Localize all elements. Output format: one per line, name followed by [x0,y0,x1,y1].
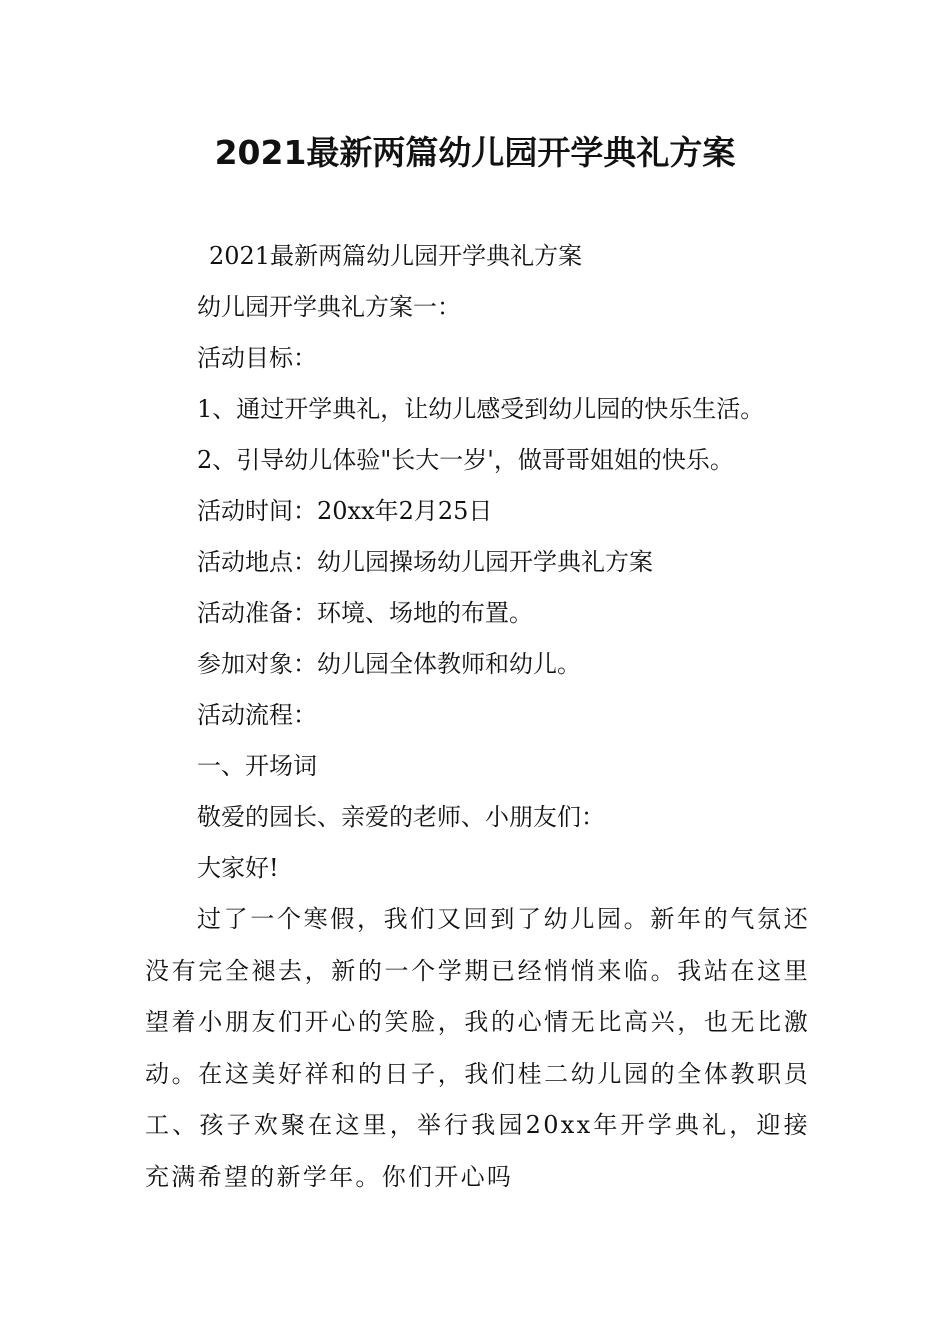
goals-heading: 活动目标： [197,344,317,372]
document-title: 2021最新两篇幼儿园开学典礼方案 [214,133,736,172]
goal-item-1: 1、通过开学典礼，让幼儿感受到幼儿园的快乐生活。 [197,395,765,423]
activity-time: 活动时间：20xx年2月25日 [197,497,493,525]
process-heading: 活动流程： [197,701,317,729]
speech-paragraph: 过了一个寒假，我们又回到了幼儿园。新年的气氛还没有完全褪去，新的一个学期已经悄悄来临。我站在这里望着小朋友们开心的笑脸，我的心情无比高兴，也无比激动。在这美好祥和的日子，我们桂二幼儿园的全体教职员工、孩子欢聚在这里，举行我园20xx年开学典礼，迎接充满希望的新学年。你们开心吗 [145,905,810,1191]
document-body [145,231,810,1203]
subtitle-paragraph: 2021最新两篇幼儿园开学典礼方案 [209,242,583,270]
goal-item-2: 2、引导幼儿体验"长大一岁'，做哥哥姐姐的快乐。 [197,446,734,474]
greeting-line: 敬爱的园长、亲爱的老师、小朋友们： [197,803,605,831]
plan-heading: 幼儿园开学典礼方案一： [197,293,461,321]
hello-line: 大家好! [197,854,279,882]
activity-preparation: 活动准备：环境、场地的布置。 [197,599,533,627]
section-opening: 一、开场词 [197,752,317,780]
participants: 参加对象：幼儿园全体教师和幼儿。 [197,650,581,678]
activity-location: 活动地点：幼儿园操场幼儿园开学典礼方案 [197,548,653,576]
